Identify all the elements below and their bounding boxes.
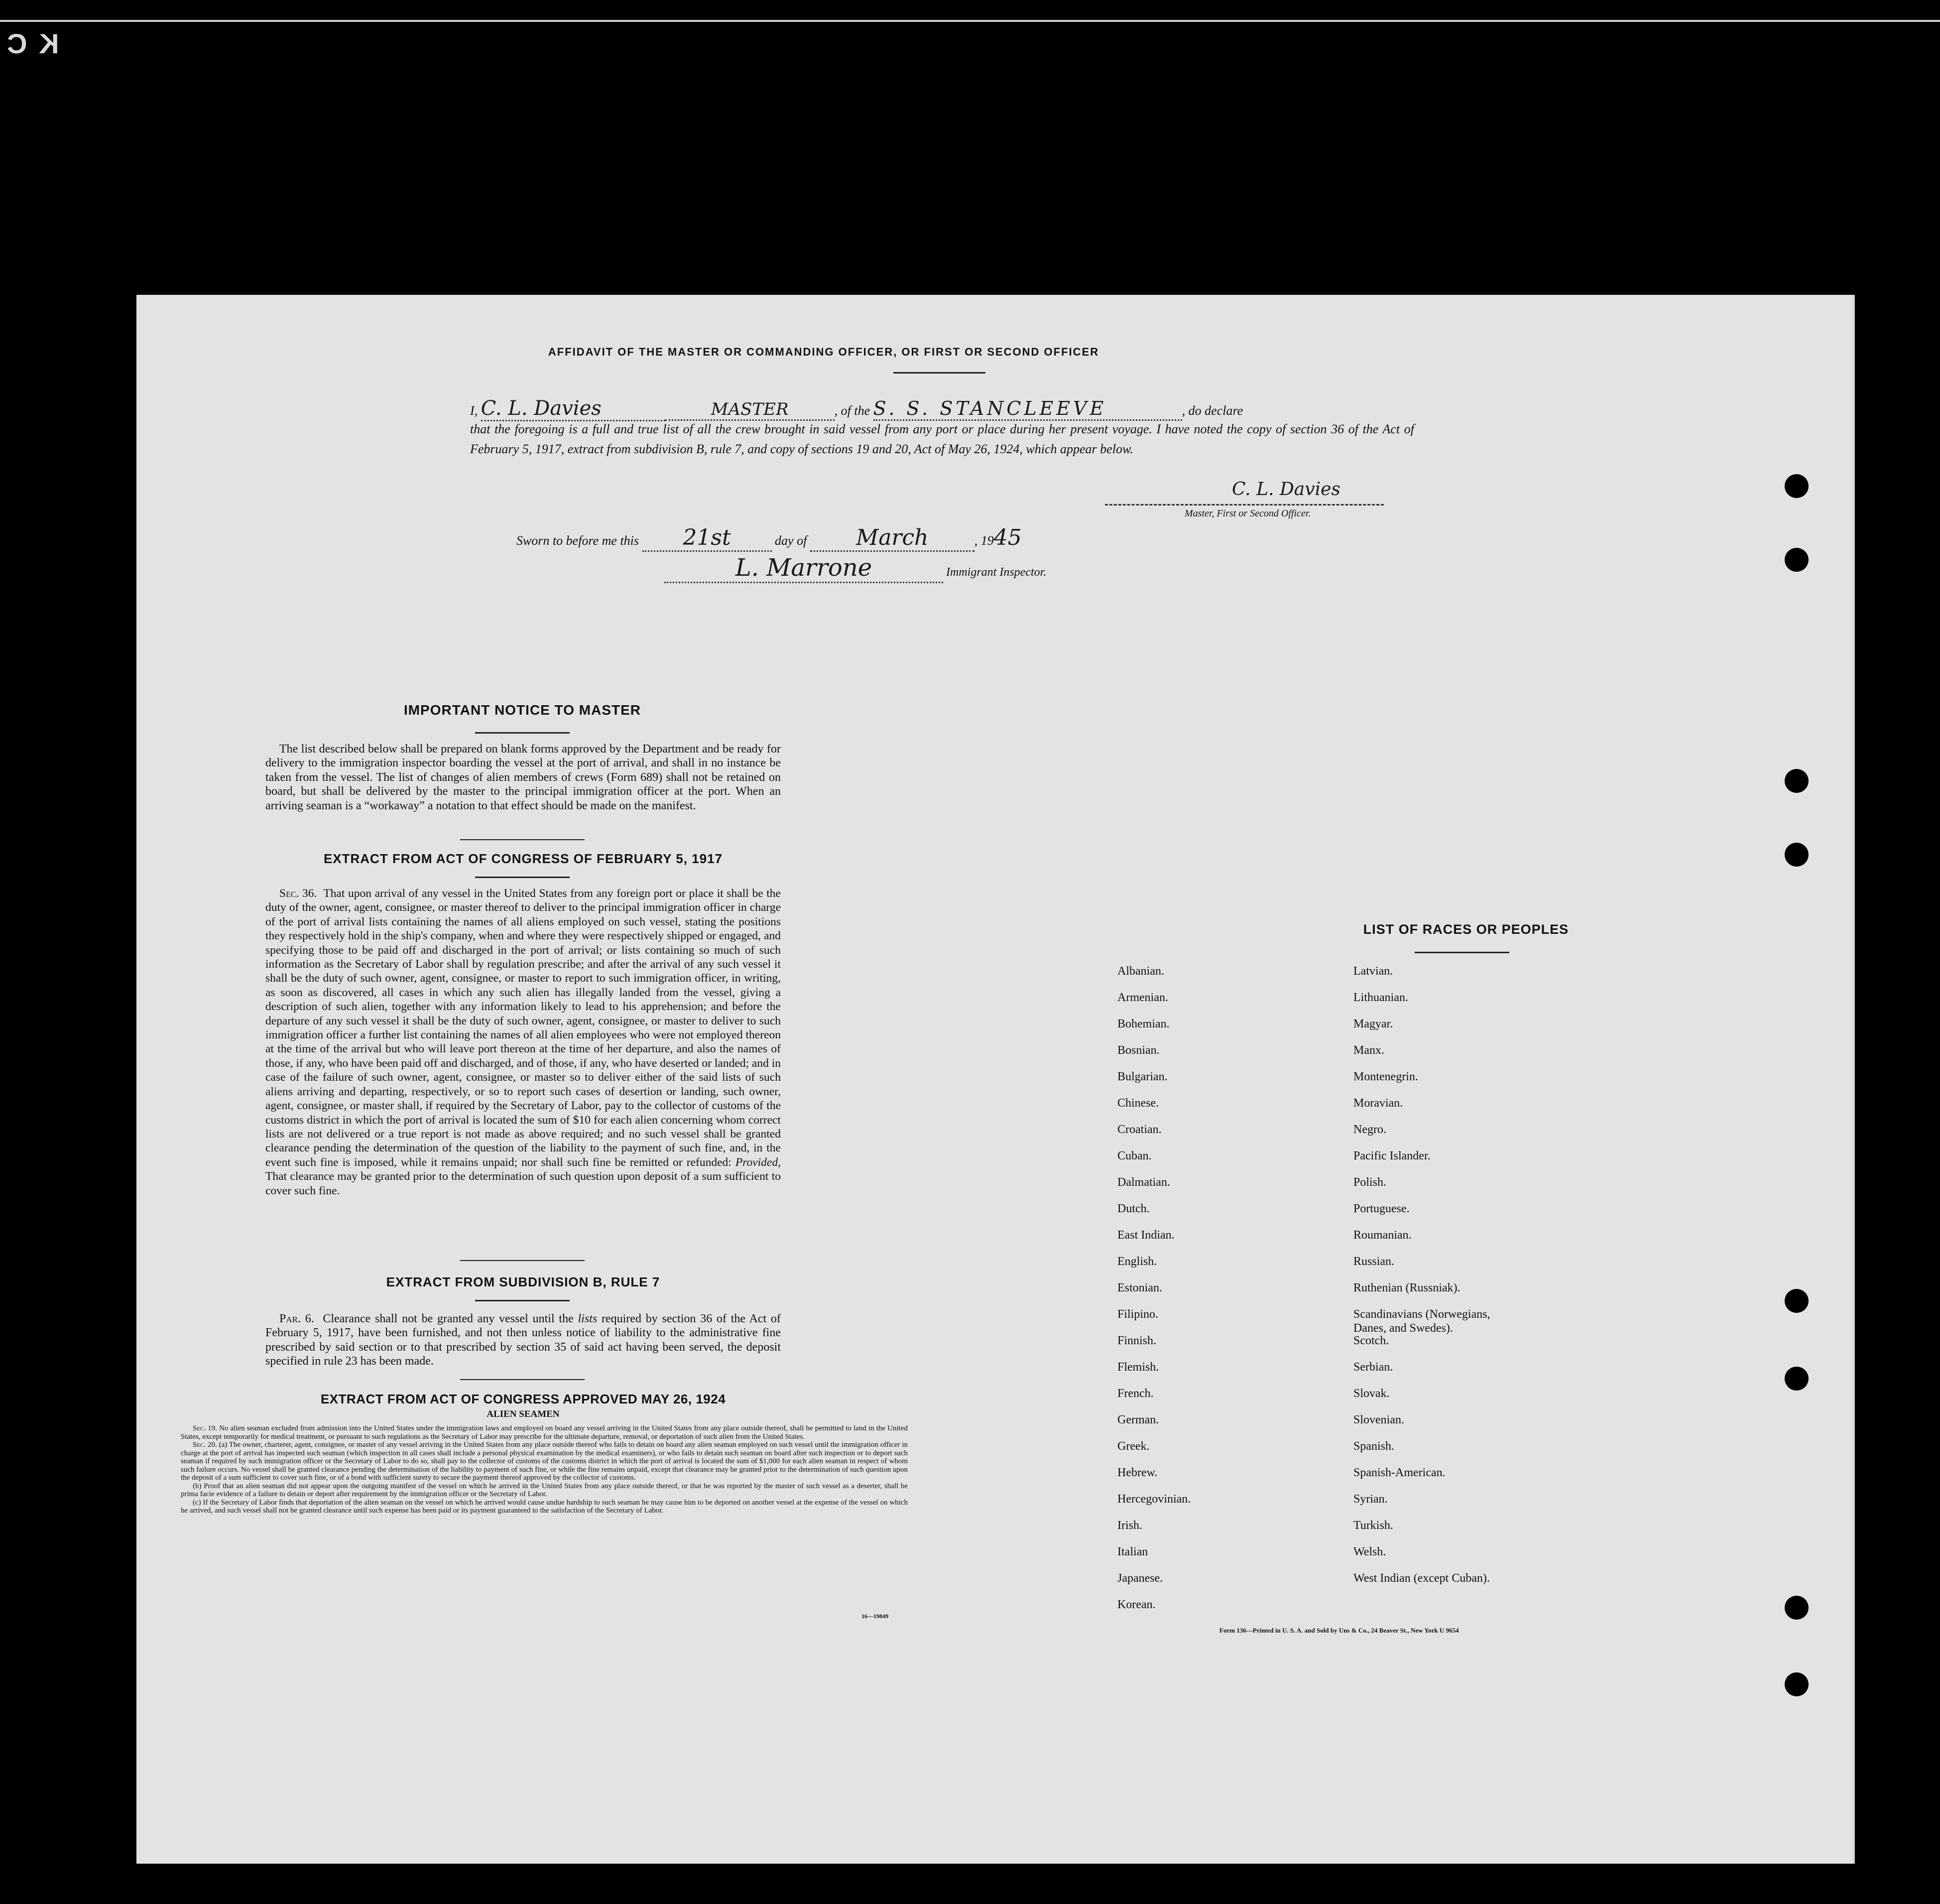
- sec19-label: Sec. 19.: [193, 1424, 217, 1432]
- race-item: Scandinavians (Norwegians, Danes, and Swedes).: [1353, 1308, 1490, 1335]
- races-left-column: [1117, 964, 1327, 1624]
- race-item: Syrian.: [1353, 1493, 1388, 1506]
- par6-text-b: required by section 36 of the Act of February 5, 1917, have been furnished, and not then unless notice of liability to the administrative fine prescribed by said section or to that prescribed by section 35 of said act having been served, the deposit specified in rule 23 has been made.: [265, 1312, 781, 1368]
- inspector-signature: L. Marrone: [664, 554, 943, 583]
- extract-rule7-divider: [460, 1379, 585, 1380]
- master-signature: C. L. Davies: [1232, 479, 1340, 500]
- race-item: Slovenian.: [1353, 1413, 1404, 1426]
- extract-1917-body: [265, 887, 781, 1198]
- sworn-year: 45: [993, 525, 1022, 550]
- race-item: West Indian (except Cuban).: [1353, 1572, 1490, 1585]
- proviso-label: Provided,: [735, 1155, 781, 1169]
- sworn-line: [516, 525, 1313, 552]
- race-item: French.: [1117, 1387, 1154, 1400]
- race-item: Magyar.: [1353, 1017, 1393, 1030]
- affidavit-line1: [470, 397, 1356, 421]
- par6-text-a: Clearance shall not be granted any vessel until the: [323, 1312, 574, 1325]
- race-item: Montenegrin.: [1353, 1070, 1418, 1083]
- year-prefix: , 19: [974, 533, 994, 548]
- day-of-label: day of: [775, 533, 807, 548]
- race-item: Welsh.: [1353, 1545, 1386, 1558]
- races-right-column: [1353, 964, 1662, 1598]
- race-item: Negro.: [1353, 1123, 1386, 1136]
- master-rank: MASTER: [665, 399, 835, 421]
- sec19-text: No alien seaman excluded from admission into the United States under the immigration laws and employed on board any vessel arriving in the United States from any place outside thereof, shall be permitted to land in the United States, except temporarily for medical treatment, or pursuant to such regulations as the Secretary of Labor may prescribe for the ultimate departure, removal, or deportation of such alien from the United States.: [181, 1424, 908, 1441]
- races-title: LIST OF RACES OR PEOPLES: [1363, 922, 1569, 937]
- extract-1917-rule: [475, 877, 570, 878]
- master-name: C. L. Davies: [481, 397, 665, 421]
- race-item: Armenian.: [1117, 991, 1168, 1004]
- race-item: Cuban.: [1117, 1149, 1152, 1162]
- extract-1924-body: [181, 1424, 908, 1515]
- extract-1917-title: EXTRACT FROM ACT OF CONGRESS OF FEBRUARY 5, 1917: [323, 851, 723, 866]
- inspector-caption: Immigrant Inspector.: [946, 566, 1047, 579]
- extract-1917-divider: [460, 1260, 585, 1261]
- race-item: Manx.: [1353, 1044, 1384, 1057]
- race-item: Bohemian.: [1117, 1017, 1170, 1030]
- race-item: Serbian.: [1353, 1361, 1393, 1374]
- film-edge-line: [0, 20, 1940, 22]
- extract-1924-subtitle: ALIEN SEAMEN: [486, 1409, 560, 1419]
- sec36-text: That upon arrival of any vessel in the United States from any foreign port or place it shall be the duty of the owner, agent, consignee, or master thereof to deliver to the principal immigration officer in charge of the port of arrival lists containing the names of all aliens employed on such vessel, stating the positions they respectively hold in the ship's company, when and where they were respectively shipped or engaged, and specifying those to be paid off and discharged in the port of arrival; or lists containing so much of such information as the Secretary of Labor shall by regulation prescribe; and after the arrival of any such vessel it shall be the duty of such owner, agent, consignee, or master to report to such immigration officer, in writing, as soon as discovered, all cases in which any such alien has illegally landed from the vessel, giving a description of such alien, together with any information likely to lead to his apprehension; and before the departure of any such vessel it shall be the duty of such owner, agent, consignee, or master to deliver to such immigration officer a further list containing the names of all alien employees who were not employed thereon at the time of the arrival but who will leave port thereon at the time of her departure, and also the names of those, if any, who have been paid off and discharged, and of those, if any, who have deserted or landed; and in case of the failure of such owner, agent, consignee, or master so to deliver either of the said lists of such aliens arriving and departing, respectively, or so to report such cases of desertion or landing, such owner, agent, consignee, or master shall, if required by the Secretary of Labor, pay to the collector of customs of the customs district in which the port of arrival is located the sum of $10 for each alien concerning whom correct lists are not delivered or a true report is not made as above required; and no such vessel shall be granted clearance pending the determination of the question of the liability to the payment of such fine, and, in the event such fine is imposed, while it remains unpaid; nor shall such fine be remitted or refunded:: [265, 887, 781, 1169]
- race-item: Roumanian.: [1353, 1229, 1412, 1242]
- race-item: Irish.: [1117, 1519, 1142, 1532]
- race-item: Polish.: [1353, 1176, 1387, 1189]
- race-item: Pacific Islander.: [1353, 1149, 1431, 1162]
- proviso-text: That clearance may be granted prior to the determination of such question upon deposit of a sum sufficient to cover such fine.: [265, 1170, 781, 1197]
- sworn-month: March: [810, 525, 974, 552]
- extract-rule7-title: EXTRACT FROM SUBDIVISION B, RULE 7: [386, 1274, 660, 1289]
- affidavit-title: AFFIDAVIT OF THE MASTER OR COMMANDING OFFICER, OR FIRST OR SECOND OFFICER: [548, 346, 1099, 358]
- race-item: Portuguese.: [1353, 1202, 1410, 1215]
- races-rule: [1415, 952, 1509, 953]
- title-rule: [893, 372, 985, 374]
- race-item: Croatian.: [1117, 1123, 1162, 1136]
- extract-1924-title: EXTRACT FROM ACT OF CONGRESS APPROVED MAY 26, 1924: [320, 1392, 726, 1406]
- sec20-label: Sec. 20.: [193, 1441, 217, 1449]
- sec20b-text: (b) Proof that an alien seaman did not appear upon the outgoing manifest of the vessel on which he arrived in the United States from any place outside thereof, or that he was reported by the master of such vessel as a deserter, shall be prima facie evidence of a failure to detain or deport after requirement by the immigration officer or the Secretary of Labor.: [181, 1482, 908, 1498]
- race-item: Ruthenian (Russniak).: [1353, 1281, 1460, 1294]
- race-item: Bosnian.: [1117, 1044, 1160, 1057]
- signature-line: [1105, 504, 1384, 506]
- notice-title: IMPORTANT NOTICE TO MASTER: [403, 702, 641, 718]
- form-code: 16—19849: [861, 1613, 888, 1620]
- race-item: Dutch.: [1117, 1202, 1150, 1215]
- affidavit-prefix: I,: [470, 403, 478, 418]
- race-item: Hercegovinian.: [1117, 1493, 1191, 1506]
- race-item: Japanese.: [1117, 1572, 1163, 1585]
- race-item: Russian.: [1353, 1255, 1395, 1268]
- punch-hole: [1785, 769, 1809, 793]
- notice-paragraph: The list described below shall be prepared on blank forms approved by the Department and be ready for delivery to the immigration inspector boarding the vessel at the port of arrival, and shall in no instance be taken from the vessel. The list of changes of alien members of crews (Form 689) shall not be retained on board, but shall be delivered by the master to the principal immigration officer at the port. When an arriving seaman is a “workaway” a notation to that effect should be made on the manifest.: [265, 743, 781, 812]
- punch-hole: [1785, 548, 1809, 572]
- lists-word: lists: [578, 1312, 598, 1325]
- notice-divider: [460, 839, 585, 840]
- race-item: Flemish.: [1117, 1361, 1159, 1374]
- film-corner-mark: K C: [5, 28, 59, 59]
- punch-hole: [1785, 1367, 1809, 1391]
- race-item: Estonian.: [1117, 1281, 1162, 1294]
- sec20c-text: (c) If the Secretary of Labor finds that deportation of the alien seaman on the vessel on which he arrived would cause undue hardship to such seaman he may cause him to be deported on another vessel at the expense of the vessel on which he arrived, and such vessel shall not be granted clearance until such expense has been paid or its payment guaranteed to the satisfaction of the Secretary of Labor.: [181, 1498, 908, 1515]
- race-item: Hebrew.: [1117, 1466, 1158, 1479]
- race-item: Turkish.: [1353, 1519, 1393, 1532]
- race-item: Dalmatian.: [1117, 1176, 1170, 1189]
- punch-hole: [1785, 1596, 1809, 1620]
- extract-rule7-body: [265, 1312, 781, 1369]
- sworn-label: Sworn to before me this: [516, 533, 639, 548]
- race-item: Chinese.: [1117, 1097, 1159, 1110]
- race-item: Latvian.: [1353, 965, 1393, 978]
- vessel-name: S. S. STANCLEEVE: [873, 397, 1182, 421]
- race-item: Spanish-American.: [1353, 1466, 1446, 1479]
- race-item: Lithuanian.: [1353, 991, 1408, 1004]
- race-item: Albanian.: [1117, 965, 1164, 978]
- document-page: [136, 295, 1855, 1864]
- race-item: Finnish.: [1117, 1334, 1157, 1347]
- race-item: East Indian.: [1117, 1229, 1175, 1242]
- notice-rule: [475, 732, 570, 734]
- notice-body: [265, 742, 781, 813]
- punch-hole: [1785, 843, 1809, 867]
- race-item: Slovak.: [1353, 1387, 1390, 1400]
- par6-label: Par. 6.: [279, 1312, 314, 1325]
- race-item: Greek.: [1117, 1440, 1150, 1453]
- punch-hole: [1785, 1289, 1809, 1313]
- punch-hole: [1785, 1672, 1809, 1696]
- race-item: English.: [1117, 1255, 1157, 1268]
- sec36-label: Sec. 36.: [279, 887, 317, 900]
- race-item: Moravian.: [1353, 1097, 1403, 1110]
- declare-label: , do declare: [1182, 403, 1243, 418]
- form-footer: Form 136—Printed in U. S. A. and Sold by Uns & Co., 24 Beaver St., New York U 9654: [1219, 1627, 1459, 1634]
- sworn-day: 21st: [642, 525, 772, 552]
- affidavit-body: that the foregoing is a full and true list of all the crew brought in said vessel from any port or place during her present voyage. I have noted the copy of section 36 of the Act of February 5, 1917, extract from subdivision B, rule 7, and copy of sections 19 and 20, Act of May 26, 1924, which appear below.: [470, 422, 1414, 456]
- inspector-line: [664, 554, 1046, 583]
- race-item: Spanish.: [1353, 1440, 1395, 1453]
- sec20a-text: (a) The owner, charterer, agent, consignee, or master of any vessel arriving in the United States from any place outside thereof who fails to detain on board any alien seaman employed on such vessel until the immigration officer in charge at the port of arrival has inspected such seaman (which inspection in all cases shall include a personal physical examination by the medical examiners), or who fails to detain such seaman on board after such inspection or to deport such seaman if required by such immigration officer or the Secretary of Labor to do so, shall pay to the collector of customs of the customs district in which the port of arrival is located the sum of $1,000 for each alien seaman in respect of whom such failure occurs. No vessel shall be granted clearance pending the determination of the liability to payment of such fine, or while the fine remains unpaid, except that clearance may be granted prior to the determination of such question upon the deposit of a sum sufficient to cover such fine, or of a bond with sufficient surety to secure the payment thereof approved by the collector of customs.: [181, 1441, 908, 1482]
- signature-caption: Master, First or Second Officer.: [1185, 508, 1311, 519]
- of-the-label: , of the: [834, 403, 870, 418]
- extract-rule7-rule: [475, 1300, 570, 1301]
- race-item: Scotch.: [1353, 1334, 1389, 1347]
- race-item: Italian: [1117, 1545, 1148, 1558]
- race-item: Korean.: [1117, 1598, 1156, 1611]
- punch-hole: [1785, 474, 1809, 498]
- race-item: Bulgarian.: [1117, 1070, 1168, 1083]
- race-item: German.: [1117, 1413, 1159, 1426]
- race-item: Filipino.: [1117, 1308, 1159, 1321]
